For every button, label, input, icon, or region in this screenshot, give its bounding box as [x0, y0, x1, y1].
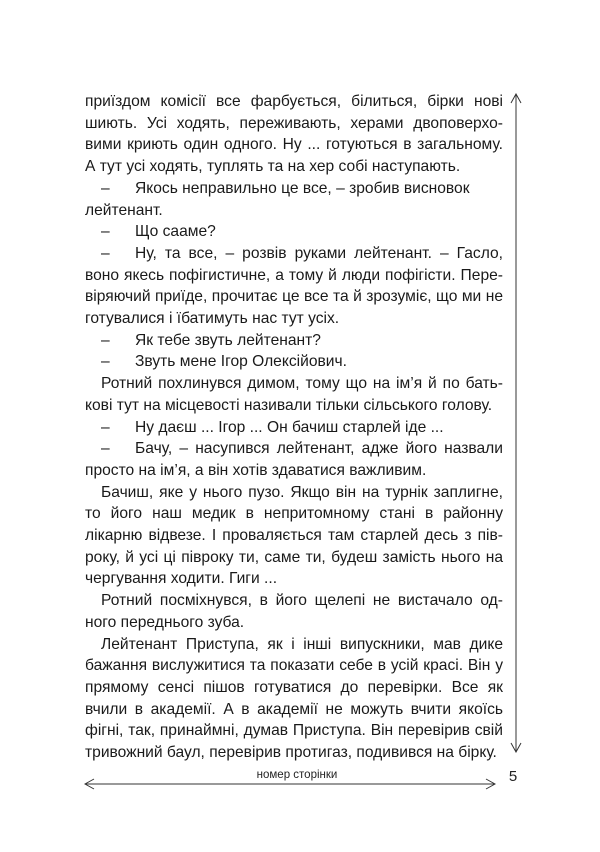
- dialogue-dash: –: [101, 353, 110, 371]
- dialogue-dash: –: [101, 179, 110, 197]
- vertical-double-arrow-icon: [509, 93, 523, 753]
- dialogue-line: [85, 351, 503, 373]
- paragraph: Ротний похлинувся димом, тому що на ім’я й по батькові тут на місцевості називали тільки сільського голову.: [85, 375, 503, 414]
- dialogue-text: Ну, та все, – розвів руками лейтенант. – Гасло, воно якесь пофігистичне, а тому й люди пофігісти. Перевіряючий приїде, прочитає це все та й зрозуміє, що ми не готувалися і їбатимуть нас тут усіх.: [85, 244, 503, 328]
- dialogue-text: Як тебе звуть лейтенант?: [135, 331, 321, 349]
- dialogue-text: Звуть мене Ігор Олексійович.: [135, 353, 347, 371]
- page-number: 5: [508, 768, 518, 785]
- dialogue-text: Що сааме?: [135, 223, 216, 241]
- dialogue-text: Ну даєш ... Ігор ... Он бачиш старлей іде ...: [135, 418, 444, 436]
- paragraph: Лейтенант Приступа, як і інші випускники, мав дике бажання вислужитися та показати себе в усій красі. Він у прямому сенсі пішов готуватися до перевірки. Все як вчили в академії. А в академії не можуть вчити якоїсь фігні, так, принаймні, думав Приступа. Він перевірив свій тривожний баул, перевірив протигаз, подивився на бірку.: [85, 635, 503, 762]
- dialogue-line: [85, 417, 503, 439]
- dialogue-dash: –: [101, 418, 110, 436]
- paragraph: Ротний посміхнувся, в його щелепі не вистачало одного переднього зуба.: [85, 592, 503, 631]
- dialogue-text: Бачу, – насупився лейтенант, адже його назвали просто на ім’я, а він хотів здаватися важливим.: [85, 440, 503, 479]
- dialogue-line: [85, 221, 503, 243]
- dialogue-dash: –: [101, 440, 110, 458]
- dialogue-line: [85, 438, 503, 481]
- dialogue-dash: –: [101, 331, 110, 349]
- dialogue-line: [85, 243, 503, 330]
- page-number-label: номер сторінки: [236, 768, 358, 782]
- paragraph: приїздом комісії все фарбується, білиться, бірки нові шиють. Усі ходять, переживають, херами двоповерховими криють один одного. Ну ... готуються в загальному. А тут усі ходять, туплять та на хер собі наступають.: [85, 93, 503, 176]
- dialogue-dash: –: [101, 244, 110, 262]
- dialogue-line: [85, 178, 503, 221]
- page-body: [85, 91, 503, 764]
- dialogue-line: [85, 330, 503, 352]
- paragraph: Бачиш, яке у нього пузо. Якщо він на турнік заплигне, то його наш медик в непритомному стані в районну лікарню відвезе. І проваляється там старлей десь з півроку, й усі ці півроку ти, саме ти, будеш замість нього на чергування ходити. Гиги ...: [85, 483, 503, 588]
- dialogue-dash: –: [101, 223, 110, 241]
- dialogue-text: Якось неправильно це все, – зробив висновок лейтенант.: [85, 179, 470, 219]
